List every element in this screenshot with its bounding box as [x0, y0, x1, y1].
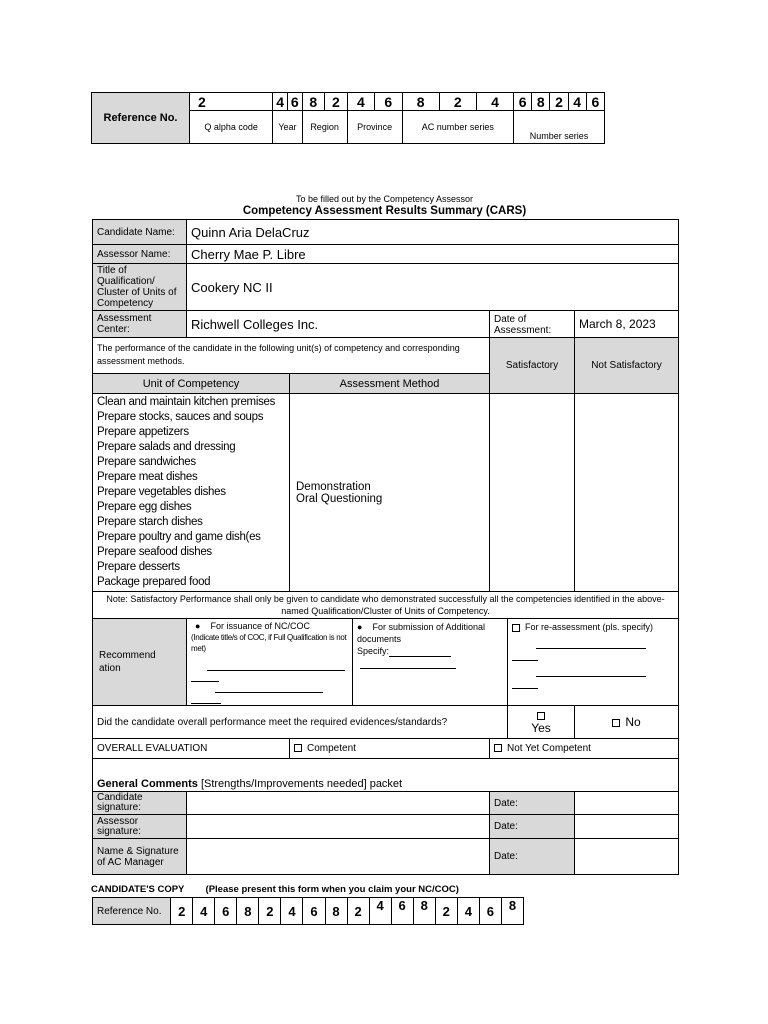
- not-satisfactory-header: Not Satisfactory: [575, 338, 679, 394]
- unit-item: Prepare poultry and game dish(es: [97, 531, 261, 543]
- assessment-center-value[interactable]: Richwell Colleges Inc.: [187, 311, 490, 338]
- unit-item: Prepare sandwiches: [97, 456, 196, 468]
- bullet-icon: ●: [357, 622, 363, 632]
- date-of-assessment-value[interactable]: March 8, 2023: [575, 311, 679, 338]
- assessor-date-field[interactable]: [575, 815, 679, 839]
- ref-digit: 8: [302, 93, 325, 111]
- candidate-reference-table: [92, 897, 524, 925]
- overall-evaluation-label: OVERALL EVALUATION: [93, 739, 290, 759]
- not-satisfactory-cell[interactable]: [575, 394, 679, 592]
- ref-digit: 2: [435, 898, 457, 925]
- unit-item: Prepare vegetables dishes: [97, 486, 226, 498]
- satisfactory-cell[interactable]: [490, 394, 575, 592]
- not-yet-competent-label: Not Yet Competent: [507, 743, 591, 754]
- specify-label: Specify:: [357, 646, 390, 656]
- performance-question: Did the candidate overall performance meet the required evidences/standards?: [93, 706, 508, 739]
- blank-line: [512, 660, 538, 661]
- ref-digit: 2: [439, 93, 476, 111]
- blank-line: [512, 688, 538, 689]
- unit-of-competency-header: Unit of Competency: [93, 374, 290, 394]
- ref-digit: 6: [391, 898, 413, 925]
- unit-item: Prepare desserts: [97, 561, 180, 573]
- reassessment-label: For re-assessment (pls. specify): [525, 622, 654, 632]
- blank-line: [536, 648, 646, 649]
- unit-item: Prepare meat dishes: [97, 471, 198, 483]
- checkbox-icon[interactable]: [294, 744, 302, 752]
- ac-number-label: AC number series: [402, 111, 513, 144]
- ref-digit: 4: [369, 898, 391, 925]
- province-label: Province: [347, 111, 402, 144]
- satisfactory-header: Satisfactory: [490, 338, 575, 394]
- checkbox-icon[interactable]: [537, 712, 545, 720]
- ref-digit: 4: [347, 93, 374, 111]
- date-of-assessment-label: Date of Assessment:: [490, 311, 575, 338]
- blank-line: [536, 676, 646, 677]
- ref-digit: 4: [568, 93, 586, 111]
- ref-digit: 2: [190, 93, 273, 111]
- general-comments-label: General Comments: [97, 778, 198, 790]
- ref-digit: 4: [193, 898, 215, 925]
- assessor-name-value[interactable]: Cherry Mae P. Libre: [187, 245, 679, 264]
- ref-digit: 4: [457, 898, 479, 925]
- candidates-copy-title: CANDIDATE'S COPY: [91, 884, 185, 895]
- issuance-option[interactable]: [187, 619, 353, 706]
- candidate-signature-field[interactable]: [187, 792, 490, 815]
- blank-line: [215, 692, 323, 693]
- method-item: Oral Questioning: [296, 492, 383, 505]
- candidates-copy-heading: [91, 884, 459, 895]
- manager-date-label: Date:: [490, 839, 575, 875]
- region-label: Region: [302, 111, 347, 144]
- form-title: Competency Assessment Results Summary (CARS): [242, 205, 527, 217]
- unit-item: Package prepared food: [97, 576, 211, 588]
- ref-digit: 4: [476, 93, 513, 111]
- reassessment-option[interactable]: [508, 619, 679, 706]
- recommendation-label: Recommendation: [93, 619, 187, 706]
- ref-digit: 2: [347, 898, 369, 925]
- checkbox-icon[interactable]: [512, 624, 520, 632]
- ref-digit: 2: [171, 898, 193, 925]
- assessor-name-label: Assessor Name:: [93, 245, 187, 264]
- reference-number-table: [91, 92, 605, 144]
- ref-digit: 2: [550, 93, 568, 111]
- general-comments-note: [Strengths/Improvements needed] packet: [200, 778, 403, 790]
- assessment-methods: [290, 394, 490, 592]
- bullet-icon: ●: [195, 621, 201, 631]
- year-label: Year: [273, 111, 302, 144]
- ref-digit: 8: [237, 898, 259, 925]
- checkbox-icon[interactable]: [494, 744, 502, 752]
- checkbox-icon[interactable]: [612, 719, 620, 727]
- ref-digit: 8: [402, 93, 439, 111]
- general-comments[interactable]: [93, 759, 679, 792]
- manager-date-field[interactable]: [575, 839, 679, 875]
- candidate-name-label: Candidate Name:: [93, 220, 187, 245]
- ref-digit: 8: [325, 898, 347, 925]
- ref-digit: 2: [325, 93, 348, 111]
- candidate-reference-label: Reference No.: [93, 898, 171, 925]
- submission-label: For submission of Additional documents: [357, 622, 486, 644]
- no-label: No: [625, 715, 641, 729]
- competent-label: Competent: [307, 743, 356, 754]
- ref-digit: 6: [514, 93, 532, 111]
- number-series-label: Number series: [514, 111, 605, 144]
- submission-option[interactable]: [353, 619, 508, 706]
- assessment-method-header: Assessment Method: [290, 374, 490, 394]
- issuance-note: (Indicate title/s of COC, if Full Qualification is not met): [191, 633, 347, 653]
- qalpha-code-label: Q alpha code: [190, 111, 273, 144]
- yes-option[interactable]: [508, 706, 575, 739]
- ref-digit: 8: [413, 898, 435, 925]
- units-list: [93, 394, 290, 592]
- ref-digit: 6: [303, 898, 325, 925]
- yes-label: Yes: [531, 721, 551, 735]
- blank-line: [207, 670, 345, 671]
- blank-line: [191, 703, 221, 704]
- candidates-copy-note: (Please present this form when you claim your NC/COC): [205, 884, 459, 895]
- ref-digit: 6: [215, 898, 237, 925]
- unit-item: Prepare starch dishes: [97, 516, 203, 528]
- unit-item: Prepare appetizers: [97, 426, 189, 438]
- cars-form: [92, 219, 679, 875]
- candidate-signature-label: Candidate signature:: [93, 792, 187, 815]
- no-option[interactable]: [575, 706, 679, 739]
- ref-digit: 8: [532, 93, 550, 111]
- ref-digit: 4: [273, 93, 288, 111]
- manager-signature-label: Name & Signature of AC Manager: [93, 839, 187, 875]
- unit-item: Prepare salads and dressing: [97, 441, 236, 453]
- assessor-signature-label: Assessor signature:: [93, 815, 187, 839]
- assessor-signature-field[interactable]: [187, 815, 490, 839]
- reference-label: Reference No.: [92, 93, 190, 144]
- unit-item: Prepare seafood dishes: [97, 546, 212, 558]
- note-statement: Note: Satisfactory Performance shall only be given to candidate who demonstrated successfully all the competencies identified in the above-named Qualification/Cluster of Units of Competency.: [93, 592, 679, 619]
- ref-digit: 2: [259, 898, 281, 925]
- fill-note: To be filled out by the Competency Assessor: [295, 194, 474, 204]
- not-yet-competent-option[interactable]: [490, 739, 679, 759]
- unit-item: Prepare stocks, sauces and soups: [97, 411, 264, 423]
- candidate-name-value[interactable]: Quinn Aria DelaCruz: [187, 220, 679, 245]
- performance-statement: The performance of the candidate in the following unit(s) of competency and corresponding assessment methods.: [93, 338, 490, 374]
- candidate-date-label: Date:: [490, 792, 575, 815]
- competent-option[interactable]: [290, 739, 490, 759]
- qualification-label: Title of Qualification/ Cluster of Units of Competency: [93, 264, 187, 311]
- candidate-date-field[interactable]: [575, 792, 679, 815]
- ref-digit: 4: [281, 898, 303, 925]
- assessor-date-label: Date:: [490, 815, 575, 839]
- qualification-value[interactable]: Cookery NC II: [187, 264, 679, 311]
- method-item: Demonstration: [296, 480, 371, 493]
- ref-digit: 6: [586, 93, 604, 111]
- blank-line: [360, 668, 456, 669]
- manager-signature-field[interactable]: [187, 839, 490, 875]
- ref-digit: 6: [287, 93, 302, 111]
- ref-digit: 6: [479, 898, 501, 925]
- issuance-label: For issuance of NC/COC: [210, 621, 310, 631]
- ref-digit: 6: [375, 93, 403, 111]
- assessment-center-label: Assessment Center:: [93, 311, 187, 338]
- unit-item: Prepare egg dishes: [97, 501, 192, 513]
- unit-item: Clean and maintain kitchen premises: [97, 396, 276, 408]
- ref-digit: 8: [501, 898, 523, 925]
